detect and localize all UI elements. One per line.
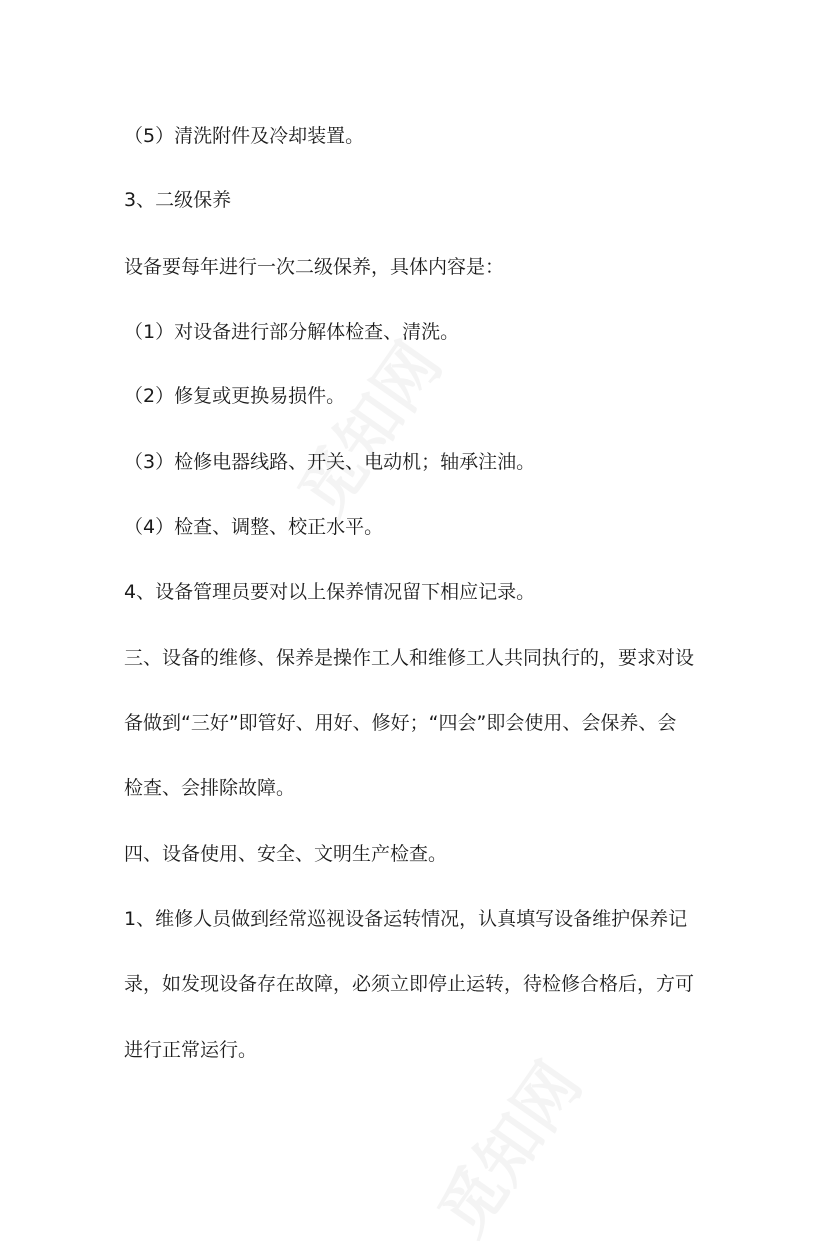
section-three-line-3: 检查、会排除故障。 (124, 777, 296, 799)
item-1-line: （1）对设备进行部分解体检查、清洗。 (124, 321, 460, 343)
item-4-line: （4）检查、调整、校正水平。 (124, 516, 384, 538)
watermark-bottom (413, 1041, 598, 1251)
section-four-heading: 四、设备使用、安全、文明生产检查。 (124, 843, 448, 865)
section-3-heading: 3、二级保养 (124, 189, 232, 211)
item-maintenance-line-2: 录，如发现设备存在故障，必须立即停止运转，待检修合格后，方可 (124, 973, 695, 995)
section-three-line-1: 三、设备的维修、保养是操作工人和维修工人共同执行的，要求对设 (124, 647, 695, 669)
item-maintenance-line-3: 进行正常运行。 (124, 1039, 258, 1061)
section-4-line: 4、设备管理员要对以上保养情况留下相应记录。 (124, 581, 536, 603)
item-2-line: （2）修复或更换易损件。 (124, 385, 346, 407)
item-5-line: （5）清洗附件及冷却装置。 (124, 125, 365, 147)
item-3-line: （3）检修电器线路、开关、电动机；轴承注油。 (124, 451, 536, 473)
section-three-line-2: 备做到“三好”即管好、用好、修好；“四会”即会使用、会保养、会 (124, 712, 677, 734)
paragraph-intro: 设备要每年进行一次二级保养，具体内容是： (124, 256, 505, 278)
item-maintenance-line-1: 1、维修人员做到经常巡视设备运转情况，认真填写设备维护保养记 (124, 908, 688, 930)
watermark (273, 321, 458, 531)
